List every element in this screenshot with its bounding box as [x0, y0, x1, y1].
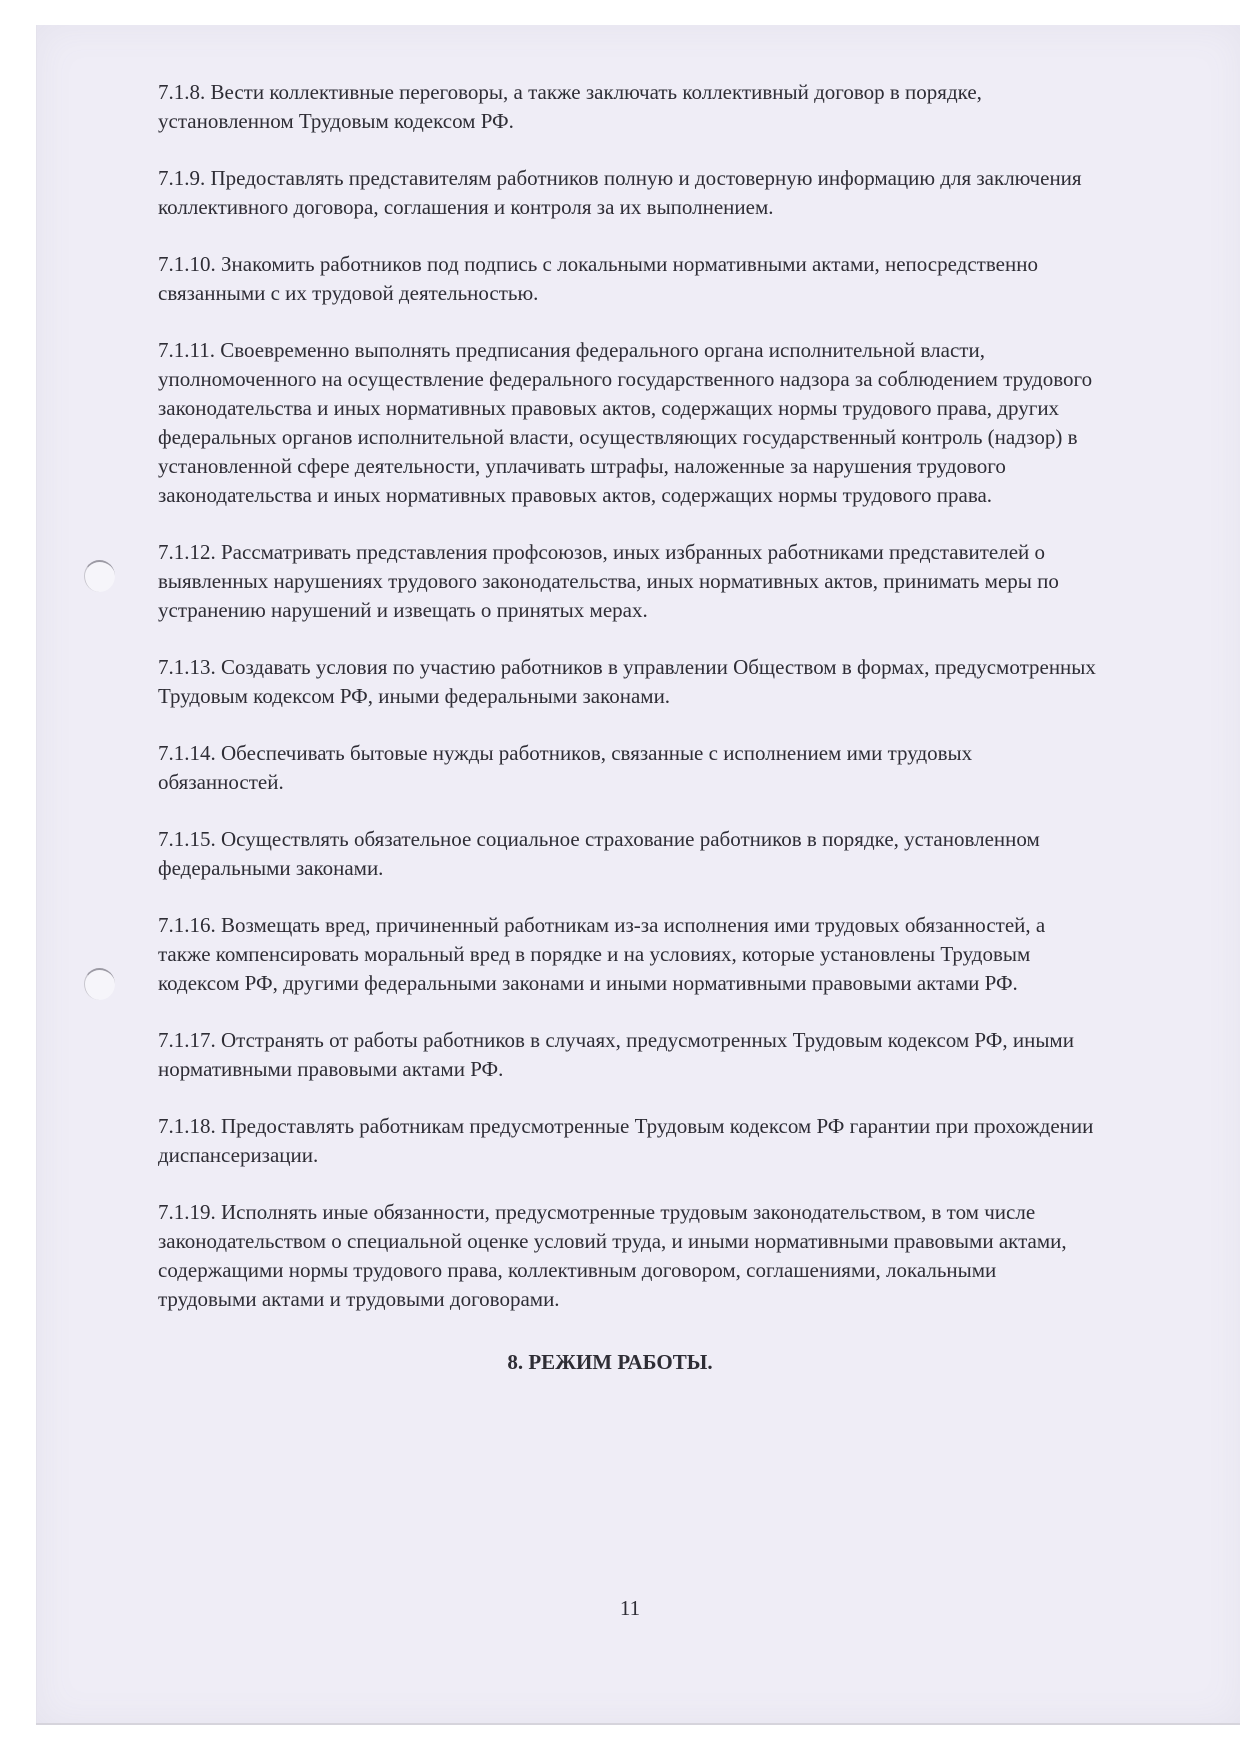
paragraph-7-1-19: 7.1.19. Исполнять иные обязанности, предусмотренные трудовым законодательством, в том числе законодательством о специальной оценке условий труда, и иными нормативными правовыми актами, содержащими нормы трудового права, коллективным договором, соглашениями, локальными трудовыми актами и трудовыми договорами.: [158, 1200, 1067, 1311]
paragraph-7-1-15: 7.1.15. Осуществлять обязательное социальное страхование работников в порядке, установленном федеральными законами.: [158, 827, 1040, 880]
sheet-bottom-edge: [36, 1723, 1240, 1725]
paragraph-7-1-8: 7.1.8. Вести коллективные переговоры, а также заключать коллективный договор в порядке, установленном Трудовым кодексом РФ.: [158, 80, 982, 133]
paragraph-7-1-14: 7.1.14. Обеспечивать бытовые нужды работников, связанные с исполнением ими трудовых обязанностей.: [158, 741, 973, 794]
section-heading: 8. РЕЖИМ РАБОТЫ.: [507, 1350, 713, 1374]
paragraph-7-1-17: 7.1.17. Отстранять от работы работников в случаях, предусмотренных Трудовым кодексом РФ, иными нормативными правовыми актами РФ.: [158, 1028, 1074, 1081]
paragraph-7-1-16: 7.1.16. Возмещать вред, причиненный работникам из-за исполнения ими трудовых обязанностей, а также компенсировать моральный вред в порядке и на условиях, которые установлены Трудовым кодексом РФ, другими федеральными законами и иными нормативными правовыми актами РФ.: [158, 913, 1046, 995]
punch-hole-upper: [84, 560, 115, 592]
paragraph-7-1-13: 7.1.13. Создавать условия по участию работников в управлении Обществом в формах, предусмотренных Трудовым кодексом РФ, иными федеральными законами.: [158, 655, 1096, 708]
page-number: 11: [619, 1596, 641, 1620]
paragraph-7-1-9: 7.1.9. Предоставлять представителям работников полную и достоверную информацию для заключения коллективного договора, соглашения и контроля за их выполнением.: [158, 166, 1082, 219]
document-body: [158, 78, 1098, 1377]
paragraph-7-1-12: 7.1.12. Рассматривать представления профсоюзов, иных избранных работниками представителей о выявленных нарушениях трудового законодательства, иных нормативных актов, принимать меры по устранению нарушений и извещать о принятых мерах.: [158, 540, 1059, 622]
punch-hole-lower: [84, 968, 115, 1000]
paragraph-7-1-18: 7.1.18. Предоставлять работникам предусмотренные Трудовым кодексом РФ гарантии при прохождении диспансеризации.: [158, 1114, 1094, 1167]
paragraph-7-1-10: 7.1.10. Знакомить работников под подпись с локальными нормативными актами, непосредственно связанными с их трудовой деятельностью.: [158, 252, 1038, 305]
paragraph-7-1-11: 7.1.11. Своевременно выполнять предписания федерального органа исполнительной власти, уполномоченного на осуществление федерального государственного надзора за соблюдением трудового законодательства и иных нормативных правовых актов, содержащих нормы трудового права, других федеральных органов исполнительной власти, осуществляющих государственный контроль (надзор) в установленной сфере деятельности, уплачивать штрафы, наложенные за нарушения трудового законодательства и иных нормативных правовых актов, содержащих нормы трудового права.: [158, 338, 1093, 507]
